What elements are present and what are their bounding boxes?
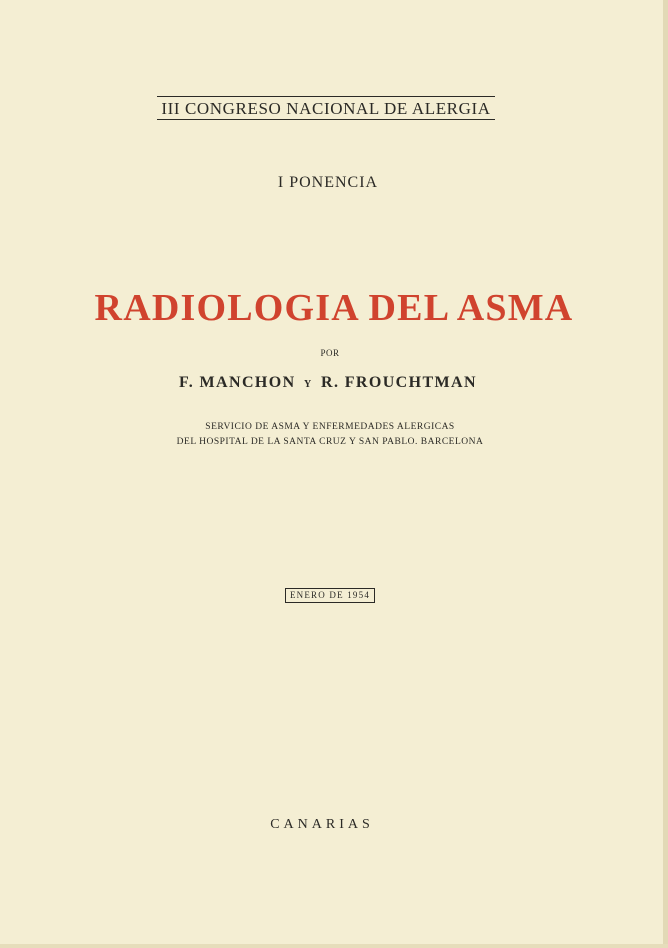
congress-header: [0, 96, 668, 120]
page-edge: [663, 0, 668, 948]
document-title: RADIOLOGIA DEL ASMA: [94, 287, 574, 329]
date-stamp: [0, 583, 668, 603]
service-line-2: DEL HOSPITAL DE LA SANTA CRUZ Y SAN PABLO. BARCELONA: [176, 437, 484, 447]
page-edge-bottom: [0, 944, 668, 948]
publication-date: ENERO DE 1954: [285, 588, 375, 603]
publication-place: CANARIAS: [270, 817, 374, 832]
service-line-1: SERVICIO DE ASMA Y ENFERMEDADES ALERGICAS: [205, 422, 455, 432]
ponencia-label: I PONENCIA: [277, 174, 379, 191]
by-label: POR: [320, 348, 340, 358]
author-joiner: Y: [303, 379, 313, 390]
author-2: R. FROUCHTMAN: [320, 374, 477, 391]
author-1: F. MANCHON: [179, 374, 296, 391]
congress-title: III CONGRESO NACIONAL DE ALERGIA: [157, 96, 494, 120]
authors-line: [0, 374, 662, 392]
